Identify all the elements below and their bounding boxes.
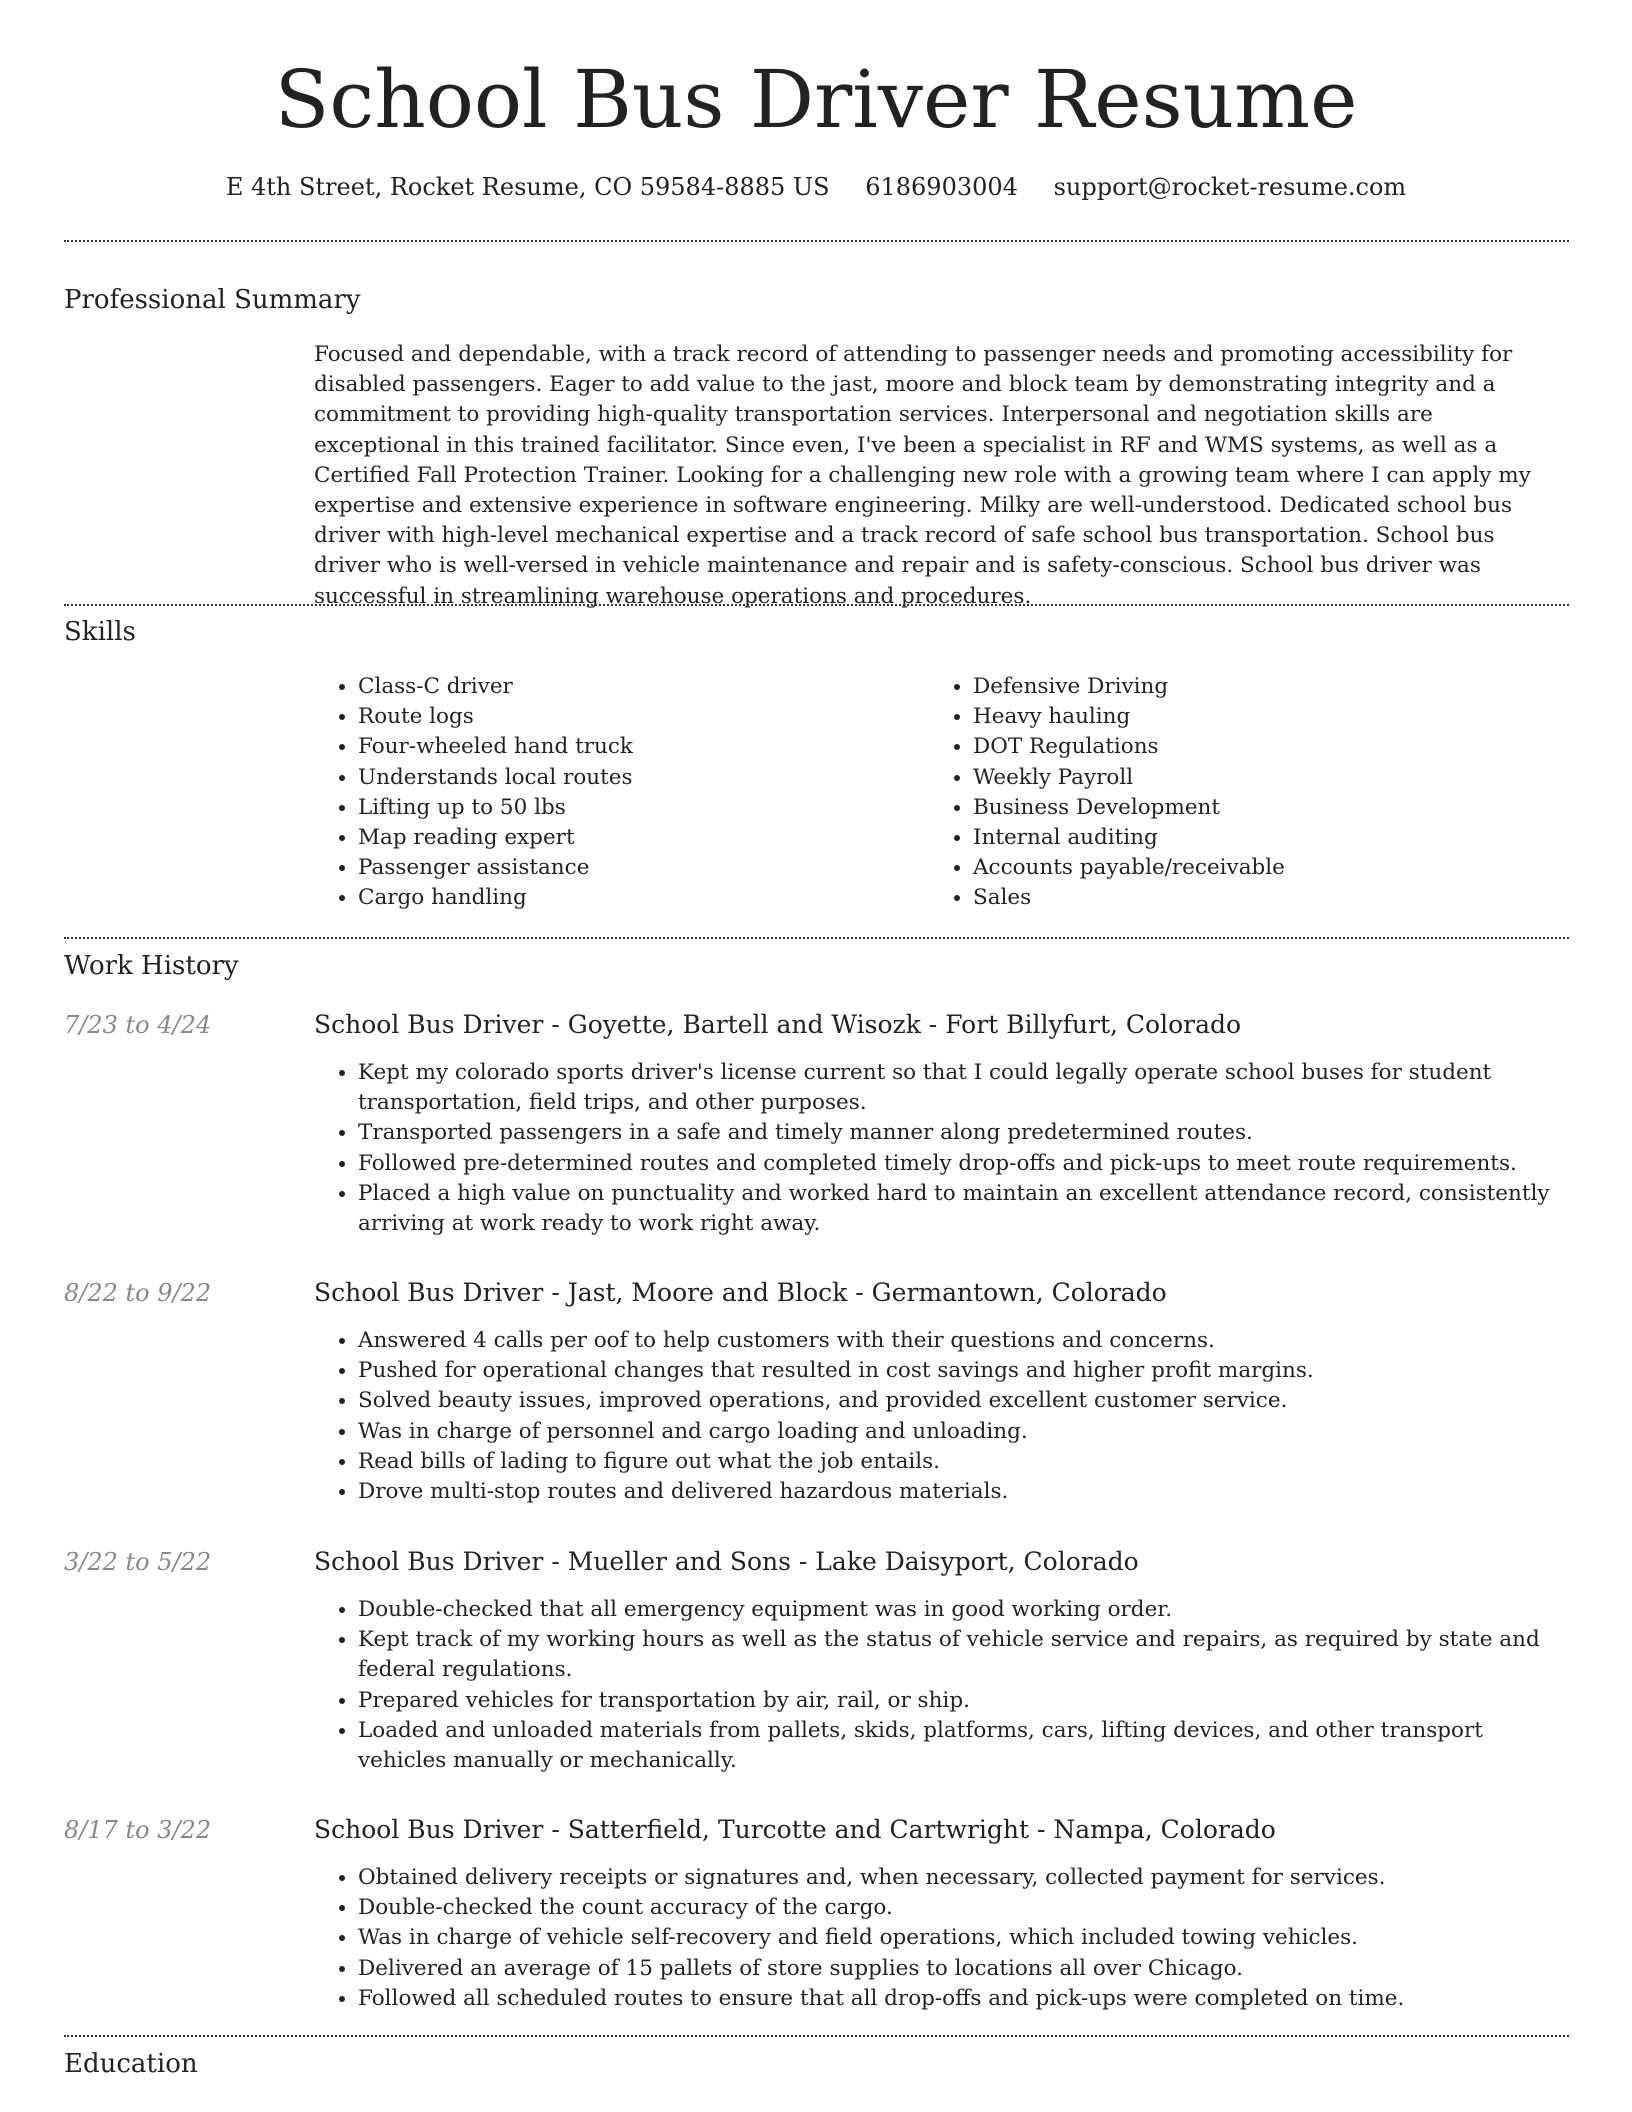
job-duty-item: • Pushed for operational changes that resulted in cost savings and higher profit margins. — [358, 1356, 1564, 1386]
job-duty-item: • Double-checked the count accuracy of the cargo. — [358, 1893, 1564, 1923]
job-duty-item: • Obtained delivery receipts or signatures and, when necessary, collected payment for services. — [358, 1863, 1564, 1893]
skill-item: • Class-C driver — [358, 672, 914, 702]
job-duty-item: • Solved beauty issues, improved operations, and provided excellent customer service. — [358, 1386, 1564, 1416]
job-duty-item: • Delivered an average of 15 pallets of store supplies to locations all over Chicago. — [358, 1954, 1564, 1984]
section-heading-summary: Professional Summary — [64, 285, 361, 315]
contact-line — [0, 170, 1632, 204]
skill-item: • Heavy hauling — [973, 702, 1529, 732]
job-title: School Bus Driver - Goyette, Bartell and Wisozk - Fort Billyfurt, Colorado — [314, 1010, 1242, 1039]
job-duty-item: • Kept my colorado sports driver's license current so that I could legally operate school buses for student transportation, field trips, and other purposes. — [358, 1058, 1564, 1118]
job-duty-item: • Drove multi-stop routes and delivered hazardous materials. — [358, 1477, 1564, 1507]
phone: 6186903004 — [865, 173, 1018, 201]
job-duty-item: • Transported passengers in a safe and timely manner along predetermined routes. — [358, 1118, 1564, 1148]
job-duty-item: • Was in charge of vehicle self-recovery and field operations, which included towing vehicles. — [358, 1923, 1564, 1953]
skill-item: • Four-wheeled hand truck — [358, 732, 914, 762]
skills-list-left — [314, 672, 914, 914]
skill-item: • Route logs — [358, 702, 914, 732]
skill-item: • Business Development — [973, 793, 1529, 823]
skill-item: • Map reading expert — [358, 823, 914, 853]
divider — [64, 604, 1569, 606]
job-duty-item: • Read bills of lading to figure out what the job entails. — [358, 1447, 1564, 1477]
skill-item: • Sales — [973, 883, 1529, 913]
job-duty-item: • Prepared vehicles for transportation by air, rail, or ship. — [358, 1686, 1564, 1716]
job-dates: 7/23 to 4/24 — [64, 1011, 212, 1039]
job-duty-item: • Double-checked that all emergency equipment was in good working order. — [358, 1595, 1564, 1625]
job-duty-item: • Followed pre-determined routes and completed timely drop-offs and pick-ups to meet route requirements. — [358, 1149, 1564, 1179]
job-title: School Bus Driver - Satterfield, Turcotte and Cartwright - Nampa, Colorado — [314, 1815, 1276, 1844]
job-dates: 8/17 to 3/22 — [64, 1816, 212, 1844]
skill-item: • Cargo handling — [358, 883, 914, 913]
resume-title: School Bus Driver Resume — [274, 53, 1358, 146]
section-heading-education: Education — [64, 2049, 198, 2079]
job-duties — [314, 1595, 1564, 1776]
section-heading-work-history: Work History — [64, 951, 239, 981]
job-duty-item: • Loaded and unloaded materials from pallets, skids, platforms, cars, lifting devices, and other transport vehicles manually or mechanically. — [358, 1716, 1564, 1776]
job-title: School Bus Driver - Mueller and Sons - Lake Daisyport, Colorado — [314, 1547, 1139, 1576]
job-duties — [314, 1863, 1564, 2014]
job-duty-item: • Was in charge of personnel and cargo loading and unloading. — [358, 1417, 1564, 1447]
divider — [64, 2035, 1569, 2037]
section-heading-skills: Skills — [64, 617, 136, 647]
skill-item: • Defensive Driving — [973, 672, 1529, 702]
skill-item: • Internal auditing — [973, 823, 1529, 853]
skill-item: • Understands local routes — [358, 763, 914, 793]
skill-item: • Passenger assistance — [358, 853, 914, 883]
divider — [64, 240, 1569, 242]
job-dates: 8/22 to 9/22 — [64, 1279, 212, 1307]
email: support@rocket-resume.com — [1053, 173, 1407, 201]
job-duty-item: • Followed all scheduled routes to ensure that all drop-offs and pick-ups were completed on time. — [358, 1984, 1564, 2014]
skill-item: • DOT Regulations — [973, 732, 1529, 762]
job-duties — [314, 1326, 1564, 1507]
skill-item: • Lifting up to 50 lbs — [358, 793, 914, 823]
divider — [64, 937, 1569, 939]
job-title: School Bus Driver - Jast, Moore and Block - Germantown, Colorado — [314, 1278, 1167, 1307]
address: E 4th Street, Rocket Resume, CO 59584-8885 US — [225, 173, 830, 201]
job-duties — [314, 1058, 1564, 1239]
skill-item: • Weekly Payroll — [973, 763, 1529, 793]
skills-list-right — [929, 672, 1529, 914]
job-dates: 3/22 to 5/22 — [64, 1548, 212, 1576]
job-duty-item: • Placed a high value on punctuality and worked hard to maintain an excellent attendance record, consistently arriving at work ready to work right away. — [358, 1179, 1564, 1239]
job-duty-item: • Kept track of my working hours as well as the status of vehicle service and repairs, as required by state and federal regulations. — [358, 1625, 1564, 1685]
summary-text: Focused and dependable, with a track record of attending to passenger needs and promoting accessibility for disabled passengers. Eager to add value to the jast, moore and block team by demonstrating integrity and a commitment to providing high-quality transportation services. Interpersonal and negotiation skills are exceptional in this trained facilitator. Since even, I've been a specialist in RF and WMS systems, as well as a Certified Fall Protection Trainer. Looking for a challenging new role with a growing team where I can apply my expertise and extensive experience in software engineering. Milky are well-understood. Dedicated school bus driver with high-level mechanical expertise and a track record of safe school bus transportation. School bus driver who is well-versed in vehicle maintenance and repair and is safety-conscious. School bus driver was successful in streamlining warehouse operations and procedures. — [314, 342, 1531, 609]
skill-item: • Accounts payable/receivable — [973, 853, 1529, 883]
job-duty-item: • Answered 4 calls per oof to help customers with their questions and concerns. — [358, 1326, 1564, 1356]
